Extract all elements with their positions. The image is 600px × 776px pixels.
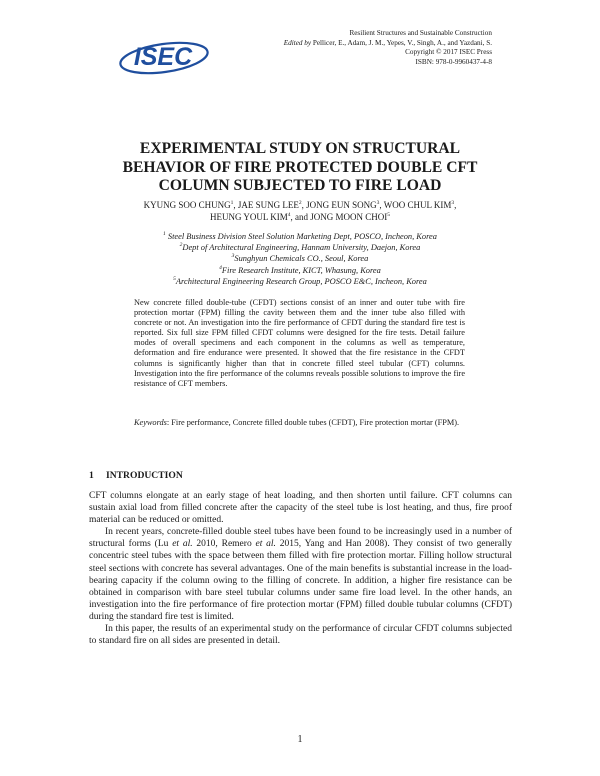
affiliation-text: Architectural Engineering Research Group, POSCO E&C, Incheon, Korea bbox=[175, 276, 427, 286]
paragraph-2-part: 2015, Yang and Han 2008). They consist of two generally concentric steel tubes with the space between them filled with fire protection mortar. Filling hollow structural steel sections with concrete has several advantages. One of the main benefits is substantial increase in the load-bearing capacity if the column owing to the filling of concrete. In addition, a higher fire resistance can be obtained in comparison with bare steel tubular columns under same fire load level. In the other hands, an investigation into the fire performance of fire protection mortar (FPM) filled double tubular columns (CFDT) during the standard fire test is limited. bbox=[89, 539, 512, 622]
affiliation-sup: 4 bbox=[219, 264, 222, 271]
section-heading bbox=[89, 470, 183, 481]
et-al: et al. bbox=[172, 539, 193, 550]
affiliation-item bbox=[0, 242, 600, 253]
author-name: JAE SUNG LEE bbox=[237, 200, 299, 210]
section-number: 1 bbox=[89, 470, 94, 481]
affiliation-text: Dept of Architectural Engineering, Hannam University, Daejon, Korea bbox=[182, 243, 421, 253]
editors-names: Pellicer, E., Adam, J. M., Yepes, V., Singh, A., and Yazdani, S. bbox=[311, 38, 492, 47]
title-line-1: EXPERIMENTAL STUDY ON STRUCTURAL bbox=[139, 140, 461, 157]
paragraph-2 bbox=[89, 526, 512, 623]
abstract: New concrete filled double-tube (CFDT) sections consist of an inner and outer tube with fire protection mortar (FPM) filling the cavity between them and the inner tube also filled with concrete or not. An investigation into the fire performance of CFDT during the standard fire test is reported. Six full size FPM filled CFDT columns were designed for the fire tests. Detail failure modes of overall specimens and each component in the columns as well as temperature, deformation and fire endurance were presented. It showed that the fire resistance in the CFDT columns is significantly higher than that in concrete filled steel tubular (CFT) columns. Investigation into the fire performance of the columns reveals possible solutions to improve the fire resistance of CFT members. bbox=[134, 298, 465, 388]
edited-by-label: Edited by bbox=[283, 38, 312, 47]
author-sup: 1 bbox=[230, 200, 234, 206]
page-number: 1 bbox=[297, 734, 303, 745]
author-sup: 2 bbox=[298, 200, 302, 206]
author-sup: 4 bbox=[287, 211, 291, 218]
paper-title bbox=[0, 140, 600, 196]
affiliation-sup: 3 bbox=[231, 253, 235, 260]
affiliation-item bbox=[0, 253, 600, 264]
paragraph-1: CFT columns elongate at an early stage of heat loading, and then shorten until failure. CFT columns can sustain axial load from filled concrete after the capacity of the steel tube is lost heating, and thus, fire proof material can be reduced or omitted. bbox=[89, 491, 512, 526]
author-name: JONG MOON CHOI bbox=[310, 211, 388, 222]
author-sup: 3 bbox=[451, 200, 455, 206]
author-sup: 3 bbox=[376, 200, 380, 206]
affiliations bbox=[0, 231, 600, 287]
author-sep: , and bbox=[290, 211, 311, 222]
affiliation-sup: 1 bbox=[163, 231, 166, 238]
section-title: INTRODUCTION bbox=[106, 470, 183, 481]
isbn-line: ISBN: 978-0-9960437-4-8 bbox=[415, 57, 492, 66]
title-line-2: BEHAVIOR OF FIRE PROTECTED DOUBLE CFT bbox=[122, 158, 478, 176]
affiliation-text: Fire Research Institute, KICT, Whasung, Korea bbox=[221, 265, 381, 275]
paragraph-2-part: In recent years, concrete-filled double steel tubes have been found to be increasingly used in a number of structural forms (Lu bbox=[89, 527, 512, 550]
logo-text: ISEC bbox=[133, 43, 193, 71]
author-name: HEUNG YOUL KIM bbox=[209, 211, 288, 222]
author-sep: , bbox=[233, 200, 238, 210]
body-text bbox=[89, 490, 512, 647]
authors-line-1 bbox=[0, 200, 600, 212]
keywords-text: : Fire performance, Concrete filled double tubes (CFDT), Fire protection mortar (FPM). bbox=[166, 418, 460, 427]
keywords-label: Keywords bbox=[134, 418, 167, 427]
affiliation-item bbox=[0, 265, 600, 276]
author-sep: , bbox=[379, 200, 384, 210]
author-sep: , bbox=[454, 200, 457, 210]
series-title: Resilient Structures and Sustainable Construction bbox=[349, 29, 492, 37]
affiliation-item bbox=[0, 231, 600, 242]
affiliation-sup: 2 bbox=[179, 242, 183, 249]
authors-line-2 bbox=[0, 212, 600, 224]
author-name: WOO CHUL KIM bbox=[383, 200, 452, 210]
paragraph-3: In this paper, the results of an experimental study on the performance of circular CFDT columns subjected to standard fire on all sides are presented in detail. bbox=[89, 624, 512, 647]
author-sep: , bbox=[301, 200, 307, 210]
affiliation-item bbox=[0, 276, 600, 287]
author-name: JONG EUN SONG bbox=[306, 200, 377, 210]
author-list bbox=[0, 200, 600, 223]
title-line-3: COLUMN SUBJECTED TO FIRE LOAD bbox=[158, 177, 442, 194]
author-sup: 5 bbox=[387, 211, 391, 218]
affiliation-text: Steel Business Division Steel Solution Marketing Dept, POSCO, Incheon, Korea bbox=[167, 232, 437, 241]
affiliation-sup: 5 bbox=[173, 276, 176, 283]
proceedings-header bbox=[284, 29, 492, 67]
isec-logo bbox=[116, 34, 210, 78]
et-al: et al. bbox=[255, 539, 276, 550]
copyright-line: Copyright © 2017 ISEC Press bbox=[405, 48, 492, 57]
affiliation-text: Sunghyun Chemicals CO., Seoul, Korea bbox=[234, 254, 369, 264]
author-name: KYUNG SOO CHUNG bbox=[143, 200, 231, 210]
editors-line bbox=[284, 39, 492, 49]
keywords bbox=[134, 418, 465, 428]
paragraph-2-part: 2010, Remero bbox=[192, 539, 256, 550]
